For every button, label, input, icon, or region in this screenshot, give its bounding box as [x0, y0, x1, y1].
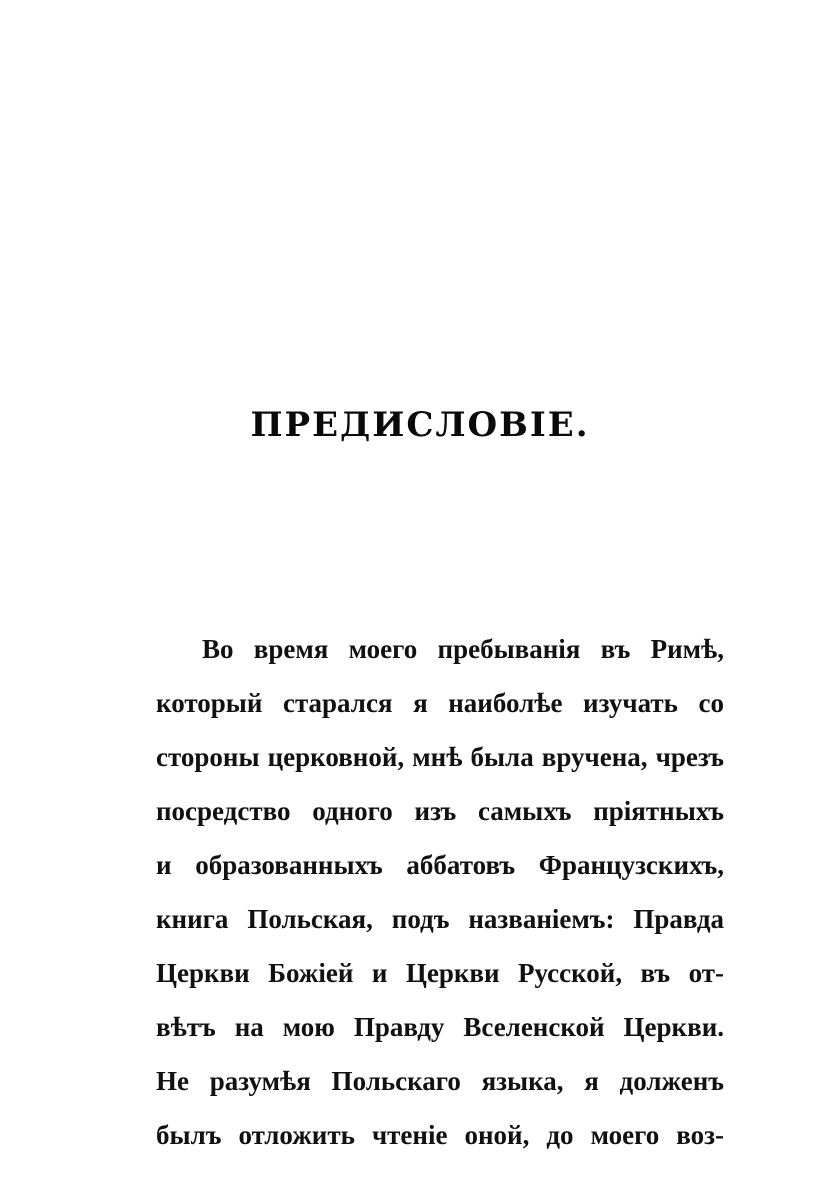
text-line: стороны церковной, мнѣ была вручена, чрезъ	[156, 742, 724, 772]
text-line: и образованныхъ аббатовъ Французскихъ,	[156, 850, 724, 880]
page-title: ПРЕДИСЛОВІЕ.	[250, 405, 590, 445]
body-paragraph	[156, 622, 724, 1162]
text-line: Церкви Божіей и Церкви Русской, въ от-	[156, 958, 724, 988]
text-line: Не разумѣя Польскаго языка, я долженъ	[156, 1066, 724, 1096]
text-line: былъ отложить чтеніе оной, до моего воз-	[156, 1120, 724, 1150]
text-line: книга Польская, подъ названіемъ: Правда	[156, 904, 724, 934]
text-line: который старался я наиболѣе изучать со	[156, 688, 724, 718]
text-line: вѣтъ на мою Правду Вселенской Церкви.	[156, 1012, 724, 1042]
text-line: Во время моего пребыванія въ Римѣ,	[202, 634, 724, 664]
text-line: посредство одного изъ самыхъ пріятныхъ	[156, 796, 724, 826]
